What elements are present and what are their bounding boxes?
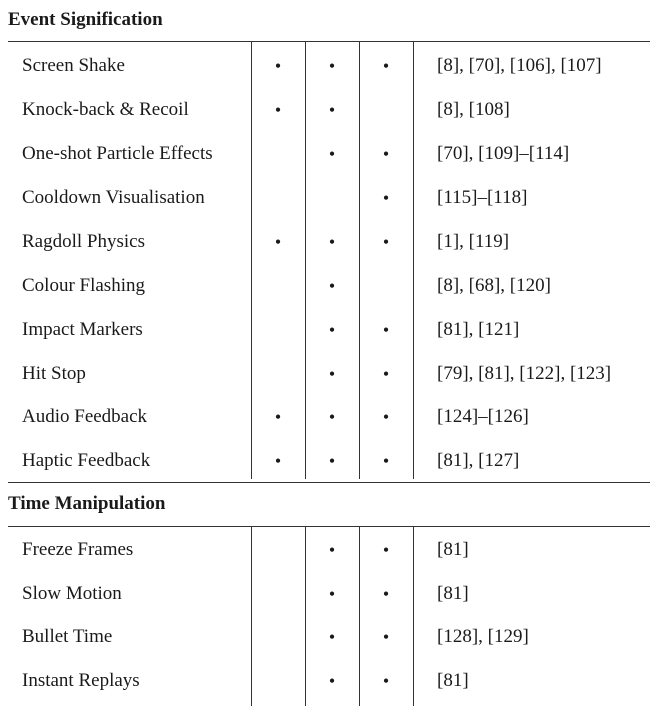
mark-col-1: •: [274, 451, 282, 471]
references: [81]: [437, 539, 469, 560]
mark-col-1: •: [274, 407, 282, 427]
references: [1], [119]: [437, 231, 510, 252]
mark-col-3: •: [382, 364, 390, 384]
mark-col-1: •: [274, 56, 282, 76]
mark-col-2: •: [328, 451, 336, 471]
mark-col-3: •: [382, 320, 390, 340]
mark-col-2: •: [328, 56, 336, 76]
mark-col-1: [251, 572, 305, 616]
mark-col-2: •: [328, 407, 336, 427]
section-title-event-signification: Event Signification: [8, 9, 163, 30]
mark-col-1: [251, 528, 305, 572]
mark-col-2: •: [328, 671, 336, 691]
mark-col-2: •: [328, 320, 336, 340]
mark-col-2: •: [328, 232, 336, 252]
table-row: [0, 44, 658, 88]
references: [8], [70], [106], [107]: [437, 55, 602, 76]
mark-col-1: [251, 615, 305, 659]
mark-col-2: •: [328, 627, 336, 647]
technique-name: Colour Flashing: [22, 275, 145, 296]
mark-col-1: [251, 264, 305, 308]
mark-col-3: •: [382, 188, 390, 208]
mark-col-3: •: [382, 407, 390, 427]
table-row: [0, 659, 658, 703]
references: [8], [68], [120]: [437, 275, 551, 296]
mark-col-2: •: [328, 100, 336, 120]
mark-col-3: •: [382, 56, 390, 76]
table-row: [0, 132, 658, 176]
mark-col-3: [359, 264, 413, 308]
references: [79], [81], [122], [123]: [437, 363, 612, 384]
table-row: [0, 308, 658, 352]
mark-col-1: •: [274, 232, 282, 252]
technique-name: Haptic Feedback: [22, 450, 151, 471]
technique-name: Ragdoll Physics: [22, 231, 145, 252]
mark-col-1: [251, 176, 305, 220]
table-row: [0, 220, 658, 264]
references: [124]–[126]: [437, 406, 529, 427]
mark-col-3: •: [382, 232, 390, 252]
section-rule: [8, 482, 650, 483]
mark-col-3: •: [382, 540, 390, 560]
mark-col-3: •: [382, 451, 390, 471]
mark-col-2: •: [328, 144, 336, 164]
references: [81]: [437, 670, 469, 691]
mark-col-1: •: [274, 100, 282, 120]
mark-col-2: [305, 176, 359, 220]
references: [8], [108]: [437, 99, 510, 120]
mark-col-1: [251, 659, 305, 703]
references: [81]: [437, 583, 469, 604]
section-rule: [8, 526, 650, 527]
technique-name: Screen Shake: [22, 55, 125, 76]
references: [70], [109]–[114]: [437, 143, 570, 164]
references: [81], [127]: [437, 450, 520, 471]
technique-name: Instant Replays: [22, 670, 140, 691]
references: [128], [129]: [437, 626, 529, 647]
technique-name: Impact Markers: [22, 319, 143, 340]
technique-name: Freeze Frames: [22, 539, 134, 560]
references: [115]–[118]: [437, 187, 528, 208]
table-row: [0, 395, 658, 439]
technique-name: Knock-back & Recoil: [22, 99, 189, 120]
technique-name: Cooldown Visualisation: [22, 187, 205, 208]
mark-col-2: •: [328, 540, 336, 560]
section-title-time-manipulation: Time Manipulation: [8, 493, 166, 514]
mark-col-2: •: [328, 584, 336, 604]
mark-col-1: [251, 352, 305, 396]
table-row: [0, 572, 658, 616]
mark-col-1: [251, 132, 305, 176]
mark-col-3: •: [382, 627, 390, 647]
mark-col-3: [359, 88, 413, 132]
table-row: [0, 615, 658, 659]
technique-name: One-shot Particle Effects: [22, 143, 213, 164]
technique-name: Hit Stop: [22, 363, 86, 384]
mark-col-2: •: [328, 276, 336, 296]
technique-name: Audio Feedback: [22, 406, 148, 427]
mark-col-1: [251, 308, 305, 352]
references: [81], [121]: [437, 319, 520, 340]
mark-col-2: •: [328, 364, 336, 384]
table-row: [0, 352, 658, 396]
table-row: [0, 439, 658, 483]
table-row: [0, 528, 658, 572]
section-rule: [8, 41, 650, 42]
table-row: [0, 264, 658, 308]
mark-col-3: •: [382, 144, 390, 164]
technique-name: Bullet Time: [22, 626, 113, 647]
mark-col-3: •: [382, 584, 390, 604]
table-row: [0, 88, 658, 132]
mark-col-3: •: [382, 671, 390, 691]
technique-name: Slow Motion: [22, 583, 122, 604]
table-row: [0, 176, 658, 220]
